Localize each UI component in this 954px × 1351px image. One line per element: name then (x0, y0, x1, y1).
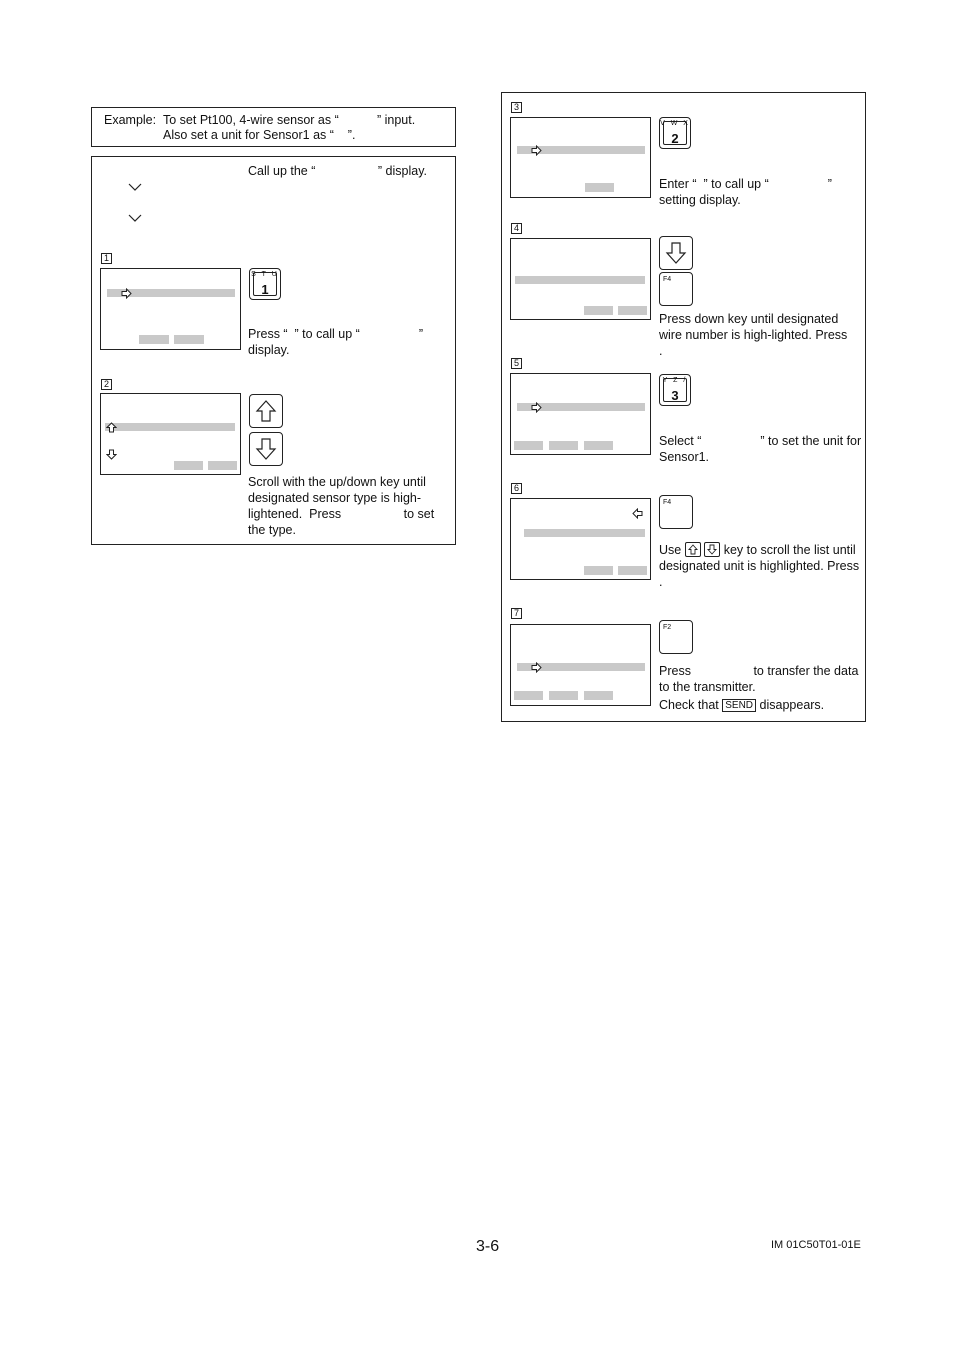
step-number: 4 (511, 223, 522, 234)
f2-key-button[interactable] (659, 620, 693, 654)
step4-text: Press down key until designated wire number is high-lighted. Press . (659, 312, 914, 358)
arrow-down-icon (106, 449, 117, 460)
key-digit: 2 (671, 131, 679, 146)
key-1-button[interactable] (249, 268, 281, 300)
function-key-bar (584, 691, 613, 700)
key-letters: Y Z / (662, 377, 688, 384)
function-key-bar (174, 461, 203, 470)
step5-text: Select “ ” to set the unit for Sensor1. (659, 434, 865, 464)
step6-screen (510, 498, 651, 580)
f4-label: F4 (663, 276, 672, 283)
function-key-bar (208, 461, 237, 470)
function-key-bar (514, 691, 543, 700)
up-key-button[interactable] (685, 542, 701, 557)
example-line-1: To set Pt100, 4-wire sensor as “ ” input. (163, 113, 416, 127)
step6-use-word: Use (659, 543, 682, 557)
step-number: 6 (511, 483, 522, 494)
step5-screen (510, 373, 651, 455)
arrow-right-icon (531, 145, 542, 156)
check-prefix: Check that (659, 698, 719, 712)
function-key-bar (549, 691, 578, 700)
step-number: 1 (101, 253, 112, 264)
step1-text: Press “ ” to call up “ ” display. (248, 327, 427, 357)
step4-screen (510, 238, 651, 320)
step7-screen (510, 624, 651, 706)
function-key-bar (514, 441, 543, 450)
page-number: 3-6 (476, 1238, 500, 1255)
function-key-bar (618, 306, 647, 315)
function-key-bar (584, 306, 613, 315)
step6-text (659, 542, 922, 590)
arrow-down-icon (664, 241, 688, 265)
check-suffix: disappears. (759, 698, 825, 712)
step7-text: Press to transfer the data to the transmitter. (659, 664, 862, 694)
arrow-right-icon (121, 288, 132, 299)
intro-call-up-text: Call up the “ ” display. (248, 164, 427, 178)
arrow-left-icon (632, 508, 643, 519)
chevron-down-icon (128, 213, 142, 223)
highlight-bar (515, 276, 645, 284)
step-number: 2 (101, 379, 112, 390)
step3-text: Enter “ ” to call up “ ” setting display. (659, 177, 836, 207)
highlight-bar (524, 529, 645, 537)
chevron-down-icon (128, 182, 142, 192)
key-digit: 3 (671, 388, 679, 403)
key-digit: 1 (261, 282, 269, 297)
up-key-button[interactable] (249, 394, 283, 428)
example-line-2: Also set a unit for Sensor1 as “ ”. (163, 128, 356, 142)
arrow-right-icon (531, 402, 542, 413)
highlight-bar (105, 423, 235, 431)
document-id: IM 01C50T01-01E (771, 1239, 861, 1251)
step7-check-text (659, 697, 824, 713)
down-key-button[interactable] (249, 432, 283, 466)
arrow-up-icon (688, 544, 698, 555)
arrow-down-icon (254, 437, 278, 461)
function-key-bar (585, 183, 614, 192)
down-key-button[interactable] (659, 236, 693, 270)
f4-label: F4 (663, 499, 672, 506)
function-key-bar (618, 566, 647, 575)
step6-text-after: key to scroll the list until designated unit is highlighted. Press . (659, 543, 922, 589)
step-number: 5 (511, 358, 522, 369)
step1-screen (100, 268, 241, 350)
arrow-right-icon (531, 662, 542, 673)
function-key-bar (139, 335, 169, 344)
arrow-up-icon (106, 422, 117, 433)
step2-text: Scroll with the up/down key until designated sensor type is high-lightened. Press to set the type. (248, 475, 438, 537)
key-2-button[interactable] (659, 117, 691, 149)
step3-screen (510, 117, 651, 198)
key-3-button[interactable] (659, 374, 691, 406)
function-key-bar (584, 441, 613, 450)
step2-screen (100, 393, 241, 475)
example-label: Example: (104, 113, 157, 127)
arrow-down-icon (707, 544, 717, 555)
function-key-bar (584, 566, 613, 575)
arrow-up-icon (254, 399, 278, 423)
step-number: 7 (511, 608, 522, 619)
step-number: 3 (511, 102, 522, 113)
f4-key-button[interactable] (659, 495, 693, 529)
key-letters: S T U (251, 271, 279, 278)
function-key-bar (174, 335, 204, 344)
f4-key-button[interactable] (659, 272, 693, 306)
function-key-bar (549, 441, 578, 450)
key-letters: V W X (660, 120, 690, 127)
down-key-button[interactable] (704, 542, 720, 557)
f2-label: F2 (663, 624, 672, 631)
send-indicator: SEND (722, 699, 756, 712)
